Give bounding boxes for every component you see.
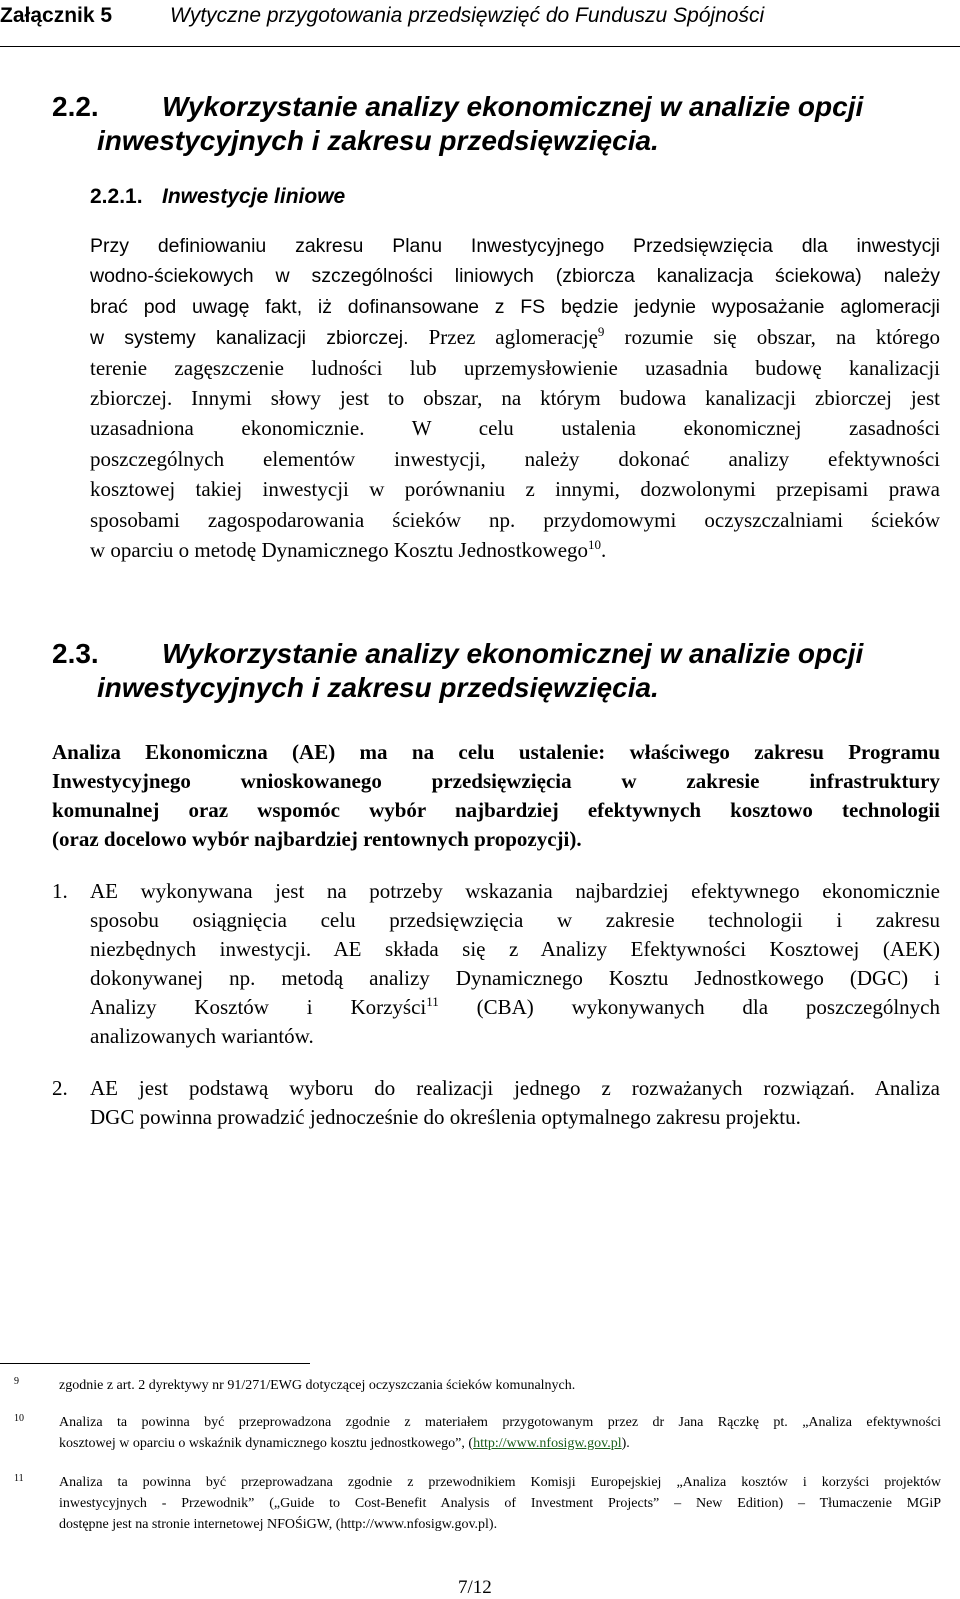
text-line — [90, 993, 940, 1022]
text-run: kosztowej w oparciu o wskaźnik dynamicznego kosztu jednostkowego”, ( — [59, 1436, 474, 1451]
section-title-line1: Wykorzystanie analizy ekonomicznej w analizie opcji — [162, 638, 864, 669]
text-run: (CBA) wykonywanych dla poszczególnych — [476, 995, 941, 1019]
text-run: . — [601, 537, 607, 562]
list-item — [52, 1074, 940, 1134]
page-header — [0, 0, 960, 47]
text-line: zbiorczej. Innymi słowy jest to obszar, na którym budowa kanalizacji zbiorczej jest — [90, 385, 940, 410]
footnote-ref-9: 9 — [597, 324, 605, 340]
paragraph-linear-investments — [90, 231, 940, 565]
text-line: kosztowej takiej inwestycji w porównaniu z innymi, dozwolonymi przepisami prawa — [90, 477, 940, 502]
page-number: 7/12 — [458, 1577, 492, 1598]
section-2-2-heading — [52, 90, 864, 156]
text-line: sposobu osiągnięcia celu przedsięwzięcia w zakresie technologii i zakresu — [90, 908, 940, 932]
list-item-body — [90, 1074, 940, 1132]
annex-label: Załącznik 5 — [0, 4, 113, 27]
text-line: (oraz docelowo wybór najbardziej rentownych propozycji). — [52, 827, 582, 851]
text-line: AE wykonywana jest na potrzeby wskazania najbardziej efektywnego ekonomicznie — [90, 879, 940, 903]
footnote-number: 11 — [14, 1473, 24, 1484]
footnote-9 — [14, 1375, 954, 1397]
section-title-line1: Wykorzystanie analizy ekonomicznej w analizie opcji — [162, 91, 864, 122]
text-line: terenie zagęszczenie ludności lub uprzemysłowienie uzasadnia budowę kanalizacji — [90, 355, 940, 380]
text-line: inwestycyjnych - Przewodnik” („Guide to Cost-Benefit Analysis of Investment Projects” – New Edition) – Tłumaczenie MGiP — [59, 1496, 941, 1511]
text-line — [90, 535, 940, 565]
text-line: analizowanych wariantów. — [90, 1024, 314, 1048]
section-2-3-heading — [52, 637, 864, 703]
footnote-body — [59, 1472, 941, 1535]
subsection-number: 2.2.1. — [90, 185, 143, 208]
text-line: Analiza ta powinna być przeprowadzona zgodnie z materiałem przygotowanym przez dr Jana Rączkę pt. „Analiza efektywności — [59, 1415, 941, 1430]
text-run: w systemy kanalizacji zbiorczej. — [90, 327, 409, 350]
footnote-body — [59, 1412, 941, 1454]
footnote-10 — [14, 1412, 954, 1456]
section-title-line2: inwestycyjnych i zakresu przedsięwzięcia. — [97, 672, 659, 703]
section-number: 2.3. — [52, 638, 99, 669]
text-line: Analiza ta powinna być przeprowadzana zgodnie z przewodnikiem Komisji Europejskiej „Analiza kosztów i korzyści projektów — [59, 1475, 941, 1490]
list-number: 1. — [52, 879, 68, 903]
text-line: poszczególnych elementów inwestycji, należy dokonać analizy efektywności — [90, 446, 940, 471]
text-line: Analiza Ekonomiczna (AE) ma na celu ustalenie: właściwego zakresu Programu — [52, 740, 940, 764]
list-item-body — [90, 877, 940, 1051]
text-run: Przez aglomerację — [428, 325, 598, 350]
footnote-11 — [14, 1472, 954, 1538]
section-title-line2: inwestycyjnych i zakresu przedsięwzięcia. — [97, 125, 659, 156]
footnote-separator — [0, 1363, 310, 1364]
footnote-ref-10: 10 — [588, 536, 602, 552]
text-line — [90, 322, 940, 352]
text-line: niezbędnych inwestycji. AE składa się z Analizy Efektywności Kosztowej (AEK) — [90, 937, 940, 961]
text-line — [59, 1433, 941, 1454]
list-item — [52, 877, 940, 1057]
text-line: DGC powinna prowadzić jednocześnie do określenia optymalnego zakresu projektu. — [90, 1105, 801, 1129]
text-run: Analizy Kosztów i Korzyści — [90, 995, 427, 1019]
text-run: w oparciu o metodę Dynamicznego Kosztu Jednostkowego — [90, 537, 589, 562]
nfosigw-link[interactable]: http://www.nfosigw.gov.pl — [473, 1436, 622, 1451]
text-line: Przy definiowaniu zakresu Planu Inwestycyjnego Przedsięwzięcia dla inwestycji — [90, 235, 940, 257]
text-line: dokonywanej np. metodą analizy Dynamicznego Kosztu Jednostkowego (DGC) i — [90, 966, 940, 990]
document-title: Wytyczne przygotowania przedsięwzięć do Funduszu Spójności — [170, 4, 765, 27]
text-run: rozumie się obszar, na którego — [624, 325, 941, 350]
text-line: Inwestycyjnego wnioskowanego przedsięwzięcia w zakresie infrastruktury — [52, 769, 940, 793]
footnote-ref-11: 11 — [426, 994, 439, 1009]
text-line: zgodnie z art. 2 dyrektywy nr 91/271/EWG dotyczącej oczyszczania ścieków komunalnych. — [59, 1378, 576, 1393]
text-line: dostępne jest na stronie internetowej NFOŚiGW, (http://www.nfosigw.gov.pl). — [59, 1517, 498, 1532]
text-line: komunalnej oraz wspomóc wybór najbardziej efektywnych kosztowo technologii — [52, 798, 940, 822]
section-2-2-1-heading — [90, 185, 346, 209]
text-run: ). — [621, 1436, 630, 1451]
text-line: wodno-ściekowych w szczególności liniowych (zbiorcza kanalizacja ściekowa) należy — [90, 265, 940, 288]
text-line: sposobami zagospodarowania ścieków np. przydomowymi oczyszczalniami ścieków — [90, 507, 940, 532]
text-line: brać pod uwagę fakt, iż dofinansowane z FS będzie jedynie wyposażanie aglomeracji — [90, 295, 940, 318]
section-number: 2.2. — [52, 91, 99, 122]
footnote-number: 10 — [14, 1413, 24, 1424]
footnote-number: 9 — [14, 1376, 19, 1387]
text-line: AE jest podstawą wyboru do realizacji jednego z rozważanych rozwiązań. Analiza — [90, 1076, 940, 1100]
footnote-body — [59, 1375, 941, 1396]
subsection-title: Inwestycje liniowe — [162, 185, 346, 208]
bold-summary-paragraph — [52, 738, 940, 854]
text-line: uzasadniona ekonomicznie. W celu ustalenia ekonomicznej zasadności — [90, 416, 940, 441]
list-number: 2. — [52, 1076, 68, 1100]
